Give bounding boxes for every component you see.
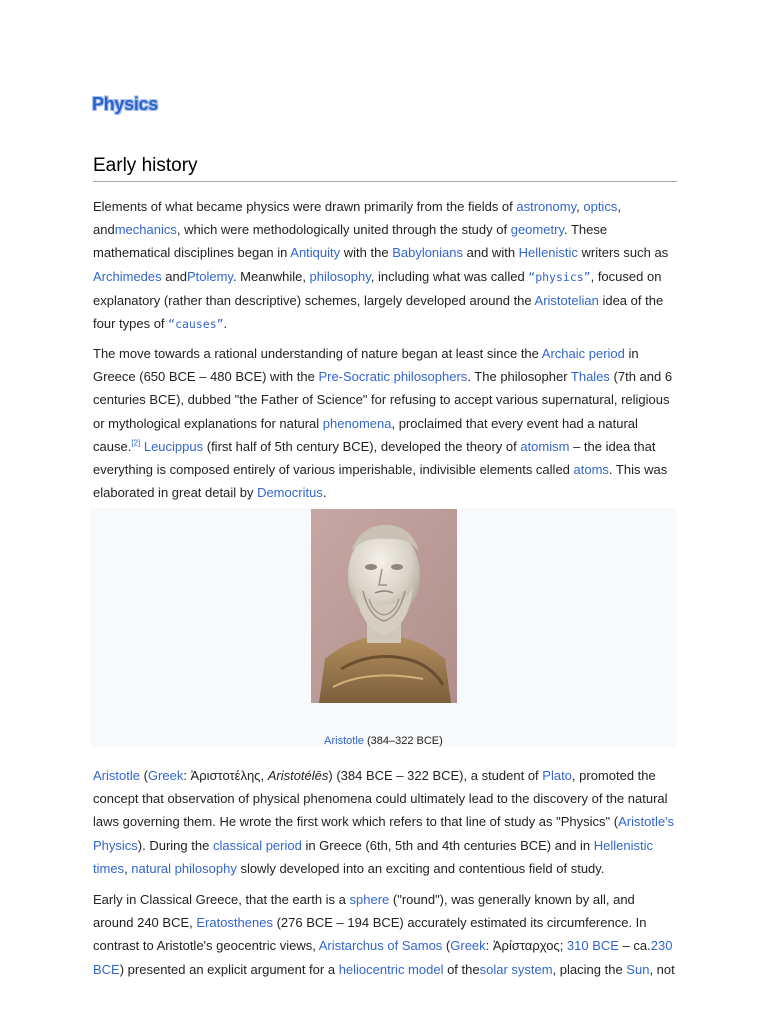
link-ptolemy[interactable]: Ptolemy xyxy=(186,268,233,284)
paragraph-classical-greece xyxy=(93,888,677,981)
paragraph-rational-understanding xyxy=(93,342,677,504)
text: in Greece (6th, 5th and 4th centuries BCE) and in xyxy=(301,837,594,853)
text: : Ἀριστοτέλης, xyxy=(183,768,268,783)
link-atomism[interactable]: atomism xyxy=(520,438,570,454)
text: writers such as xyxy=(577,245,669,261)
text: in Greece (650 BCE – 480 BCE) with the xyxy=(93,346,639,385)
text: , focused on explanatory (rather than descriptive) schemes, largely developed around the xyxy=(93,268,662,308)
text: , proclaimed that every event had a natural cause. xyxy=(93,415,638,454)
link-230-bce[interactable]: 230 BCE xyxy=(93,938,673,977)
link-babylonians[interactable]: Babylonians xyxy=(392,245,464,261)
text: : Ἀρίσταρχος; xyxy=(485,938,567,954)
text: , not xyxy=(649,961,675,977)
link-eratosthenes[interactable]: Eratosthenes xyxy=(196,915,273,931)
text: ) (384 BCE – 322 BCE), a student of xyxy=(328,768,543,783)
text: , and xyxy=(93,199,621,238)
site-logo[interactable]: Physics xyxy=(92,94,158,114)
text: The move towards a rational understanding of nature began at least since the xyxy=(93,346,542,361)
link-phenomena[interactable]: phenomena xyxy=(322,415,392,431)
link-atoms[interactable]: atoms xyxy=(573,462,609,478)
caption-text: (384–322 BCE) xyxy=(363,735,443,747)
text: , xyxy=(576,199,584,214)
text: ("round"), was generally known by all, and around 240 BCE, xyxy=(93,892,635,931)
link-solar-system[interactable]: solar system xyxy=(479,961,553,977)
link-aristotles-physics[interactable]: Aristotle's Physics xyxy=(93,814,675,853)
figure-caption xyxy=(90,735,677,747)
text: . These mathematical disciplines began in xyxy=(93,222,608,261)
section-heading: Early history xyxy=(93,155,677,182)
text: , promoted the concept that observation of physical phenomena could ultimately lead to the discovery of the natural laws governing them. He wrote the first work which refers to that line of study as "Physics" ( xyxy=(93,768,668,830)
link-sphere[interactable]: sphere xyxy=(349,892,390,907)
text: with the xyxy=(340,245,393,261)
aristotle-figure xyxy=(90,508,677,747)
link-archimedes[interactable]: Archimedes xyxy=(93,268,162,284)
paragraph-sources xyxy=(93,195,677,336)
text: (7th and 6 centuries BCE), dubbed "the Father of Science" for refusing to accept various supernatural, religious or mythological explanations for natural xyxy=(93,369,673,431)
link-leucippus[interactable]: Leucippus xyxy=(143,438,204,454)
text: – ca. xyxy=(618,938,651,954)
text: – the idea that everything is composed entirely of various imperishable, indivisible elements called xyxy=(93,438,656,478)
text: (276 BCE – 194 BCE) accurately estimated its circumference. In contrast to Aristotle's geocentric views, xyxy=(93,915,647,954)
link-democritus[interactable]: Democritus xyxy=(257,485,323,501)
transliteration: Aristotélēs xyxy=(267,768,329,783)
link-philosophy[interactable]: philosophy xyxy=(309,268,371,284)
link-physics-term[interactable]: “physics” xyxy=(528,269,591,284)
text: Elements of what became physics were drawn primarily from the fields of xyxy=(93,199,517,214)
text: slowly developed into an exciting and contentious field of study. xyxy=(236,860,605,876)
text: . Meanwhile, xyxy=(232,268,310,284)
link-sun[interactable]: Sun xyxy=(626,961,650,977)
text: ( xyxy=(442,938,451,954)
text: and xyxy=(161,268,187,284)
paragraph-aristotle xyxy=(93,764,677,880)
link-thales[interactable]: Thales xyxy=(570,369,610,385)
text: , placing the xyxy=(552,961,627,977)
link-310-bce[interactable]: 310 BCE xyxy=(566,938,619,954)
link-archaic-period[interactable]: Archaic period xyxy=(541,346,625,361)
link-mechanics[interactable]: mechanics xyxy=(114,222,177,238)
link-greek[interactable]: Greek xyxy=(450,938,486,954)
text: ( xyxy=(139,768,148,783)
text: , xyxy=(124,860,132,876)
reference-link[interactable]: [2] xyxy=(131,438,141,448)
link-heliocentric-model[interactable]: heliocentric model xyxy=(338,961,444,977)
link-hellenistic[interactable]: Hellenistic xyxy=(518,245,578,261)
caption-link-aristotle[interactable]: Aristotle xyxy=(324,735,364,747)
link-greek[interactable]: Greek xyxy=(147,768,184,783)
text: . The philosopher xyxy=(467,369,571,385)
aristotle-bust-image[interactable] xyxy=(311,509,457,703)
text: ). During the xyxy=(137,837,213,853)
text: . xyxy=(322,485,327,501)
link-pre-socratic-philosophers[interactable]: Pre-Socratic philosophers xyxy=(318,369,468,385)
link-aristotelian[interactable]: Aristotelian xyxy=(534,292,599,308)
text: idea of the four types of xyxy=(93,292,664,332)
link-antiquity[interactable]: Antiquity xyxy=(290,245,341,261)
link-plato[interactable]: Plato xyxy=(542,768,572,783)
text: . This was elaborated in great detail by xyxy=(93,462,668,501)
link-classical-period[interactable]: classical period xyxy=(212,837,302,853)
text: , including what was called xyxy=(370,268,529,284)
link-natural-philosophy[interactable]: natural philosophy xyxy=(131,860,237,876)
text: . xyxy=(223,316,228,332)
text: ) presented an explicit argument for a xyxy=(119,961,339,977)
text: of the xyxy=(443,961,480,977)
text: (first half of 5th century BCE), developed the theory of xyxy=(203,438,521,454)
link-aristotle[interactable]: Aristotle xyxy=(93,768,140,783)
link-causes-term[interactable]: “causes” xyxy=(168,317,224,332)
link-astronomy[interactable]: astronomy xyxy=(516,199,577,214)
text: Early in Classical Greece, that the earth is a xyxy=(93,892,350,907)
text: and with xyxy=(463,245,519,261)
link-aristarchus-of-samos[interactable]: Aristarchus of Samos xyxy=(318,938,443,954)
link-hellenistic-times[interactable]: Hellenistic times xyxy=(93,837,654,876)
link-geometry[interactable]: geometry xyxy=(510,222,564,238)
text: , which were methodologically united through the study of xyxy=(176,222,511,238)
link-optics[interactable]: optics xyxy=(583,199,618,214)
